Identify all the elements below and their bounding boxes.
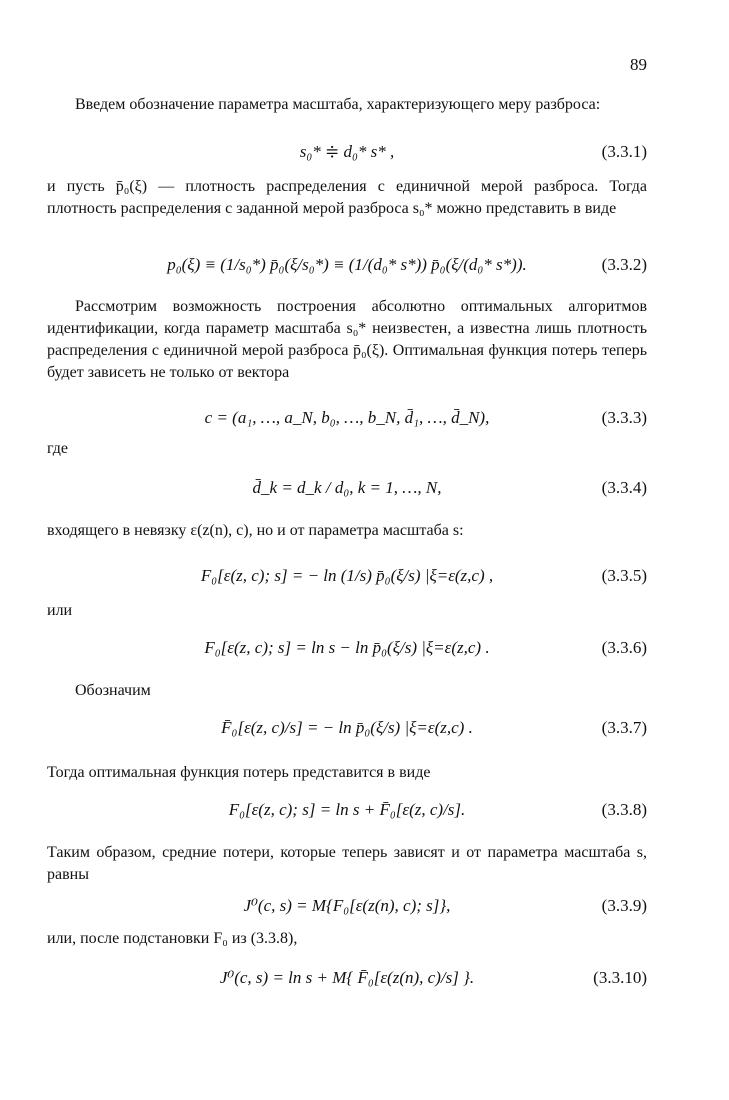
paragraph-average-loss: Таким образом, средние потери, которые теперь зависят и от параметра масштаба s, равны — [47, 844, 647, 883]
equation-body: F̄₀[ε(z, c)/s] = − ln p̄₀(ξ/s) |ξ=ε(z,c) . — [221, 718, 473, 737]
equation-body: F₀[ε(z, c); s] = ln s − ln p̄₀(ξ/s) |ξ=ε(z,c) . — [204, 638, 490, 657]
label-where: где — [47, 440, 69, 457]
equation-number: (3.3.2) — [601, 255, 647, 274]
equation-body: F₀[ε(z, c); s] = − ln (1/s) p̄₀(ξ/s) |ξ=ε(z,c) , — [200, 566, 494, 585]
equation-body: J⁰(c, s) = ln s + M{ F̄₀[ε(z(n), c)/s] }. — [219, 968, 475, 987]
equation-3-3-8 — [47, 800, 647, 840]
equation-number: (3.3.3) — [601, 408, 647, 427]
equation-number: (3.3.7) — [601, 718, 647, 737]
equation-3-3-3 — [47, 408, 647, 448]
paragraph-substitution: или, после подстановки F₀ из (3.3.8), — [47, 930, 298, 947]
equation-3-3-7 — [47, 718, 647, 758]
equation-number: (3.3.8) — [601, 800, 647, 819]
equation-3-3-10 — [47, 968, 647, 1008]
equation-number: (3.3.4) — [601, 478, 647, 497]
label-or: или — [47, 602, 73, 619]
equation-number: (3.3.1) — [601, 142, 647, 161]
paragraph-optimal-algorithms: Рассмотрим возможность построения абсолютно оптимальных алгоритмов идентификации, когда параметр масштаба s₀* неизвестен, а известна лишь плотность распределения с единичной мерой разброса p̄₀(ξ). Оптимальная функция потерь теперь будет зависеть не только от вектора — [47, 298, 647, 381]
equation-3-3-4 — [47, 478, 647, 518]
equation-body: J⁰(c, s) = M{F₀[ε(z(n), c); s]}, — [243, 896, 451, 915]
equation-3-3-6 — [47, 638, 647, 678]
equation-3-3-5 — [47, 566, 647, 606]
equation-body: d̄_k = d_k / d₀, k = 1, …, N, — [252, 478, 442, 497]
page-number: 89 — [630, 55, 647, 74]
paragraph-residual: входящего в невязку ε(z(n), c), но и от параметра масштаба s: — [47, 522, 464, 539]
paragraph-density: и пусть p̄₀(ξ) — плотность распределения с единичной мерой разброса. Тогда плотность распределения с заданной мерой разброса s₀* можно представить в виде — [47, 178, 647, 217]
equation-3-3-2 — [47, 255, 647, 295]
equation-body: c = (a₁, …, a_N, b₀, …, b_N, d̄₁, …, d̄_N), — [204, 408, 490, 427]
equation-number: (3.3.10) — [593, 968, 647, 987]
equation-body: p₀(ξ) ≡ (1/s₀*) p̄₀(ξ/s₀*) ≡ (1/(d₀* s*)) p̄₀(ξ/(d₀* s*)). — [167, 255, 527, 274]
equation-body: F₀[ε(z, c); s] = ln s + F̄₀[ε(z, c)/s]. — [228, 800, 466, 819]
equation-number: (3.3.6) — [601, 638, 647, 657]
label-denote: Обозначим — [75, 682, 151, 699]
equation-number: (3.3.5) — [601, 566, 647, 585]
equation-number: (3.3.9) — [601, 896, 647, 915]
paragraph-loss-function: Тогда оптимальная функция потерь представится в виде — [47, 764, 431, 781]
equation-body: s₀* ≑ d₀* s* , — [299, 142, 395, 161]
paragraph-intro: Введем обозначение параметра масштаба, характеризующего меру разброса: — [75, 96, 601, 113]
